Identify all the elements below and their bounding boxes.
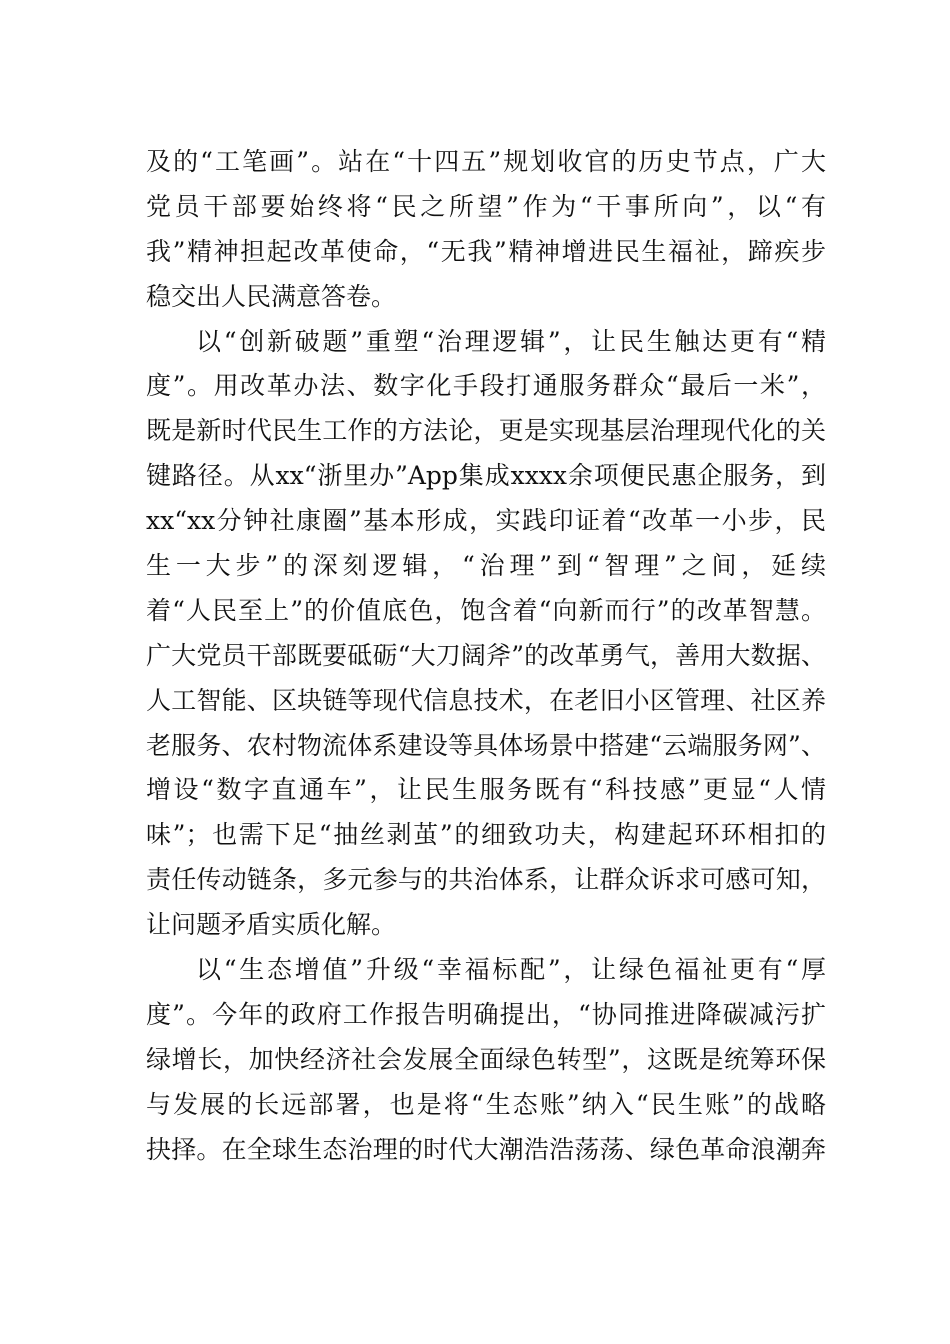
text-line: 责任传动链条，多元参与的共治体系，让群众诉求可感可知， bbox=[146, 865, 826, 895]
text-line: xx“xx分钟社康圈”基本形成，实践印证着“改革一小步，民 bbox=[146, 506, 826, 536]
text-line: 绿增长，加快经济社会发展全面绿色转型”，这既是统筹环保 bbox=[146, 1044, 826, 1074]
text-line: 既是新时代民生工作的方法论，更是实现基层治理现代化的关 bbox=[146, 416, 826, 446]
text-line: 以“创新破题”重塑“治理逻辑”，让民生触达更有“精 bbox=[196, 326, 826, 356]
document-body bbox=[146, 140, 826, 1172]
paragraph-continuation bbox=[146, 140, 826, 320]
text-line: 以“生态增值”升级“幸福标配”，让绿色福祉更有“厚 bbox=[196, 955, 826, 985]
text-line: 键路径。从xx“浙里办”App集成xxxx余项便民惠企服务，到 bbox=[146, 461, 826, 491]
text-line: 生一大步”的深刻逻辑，“治理”到“智理”之间，延续 bbox=[146, 551, 826, 581]
text-line: 老服务、农村物流体系建设等具体场景中搭建“云端服务网”、 bbox=[146, 730, 826, 760]
text-line: 度”。用改革办法、数字化手段打通服务群众“最后一米”， bbox=[146, 371, 826, 401]
text-line: 着“人民至上”的价值底色，饱含着“向新而行”的改革智慧。 bbox=[146, 595, 826, 625]
text-line: 广大党员干部既要砥砺“大刀阔斧”的改革勇气，善用大数据、 bbox=[146, 640, 826, 670]
text-line: 我”精神担起改革使命，“无我”精神增进民生福祉，蹄疾步 bbox=[146, 236, 826, 266]
text-line: 人工智能、区块链等现代信息技术，在老旧小区管理、社区养 bbox=[146, 685, 826, 715]
text-line: 味”；也需下足“抽丝剥茧”的细致功夫，构建起环环相扣的 bbox=[146, 820, 826, 850]
text-line: 抉择。在全球生态治理的时代大潮浩浩荡荡、绿色革命浪潮奔 bbox=[146, 1134, 826, 1164]
text-line: 党员干部要始终将“民之所望”作为“干事所向”，以“有 bbox=[146, 191, 826, 221]
paragraph-ecology bbox=[146, 948, 826, 1172]
text-line: 让问题矛盾实质化解。 bbox=[146, 910, 397, 940]
text-line: 及的“工笔画”。站在“十四五”规划收官的历史节点，广大 bbox=[146, 147, 826, 176]
text-line: 与发展的长远部署，也是将“生态账”纳入“民生账”的战略 bbox=[146, 1089, 826, 1119]
text-line: 度”。今年的政府工作报告明确提出，“协同推进降碳减污扩 bbox=[146, 999, 826, 1029]
text-line: 增设“数字直通车”，让民生服务既有“科技感”更显“人情 bbox=[146, 775, 826, 805]
text-line: 稳交出人民满意答卷。 bbox=[146, 281, 397, 311]
paragraph-innovation bbox=[146, 320, 826, 948]
